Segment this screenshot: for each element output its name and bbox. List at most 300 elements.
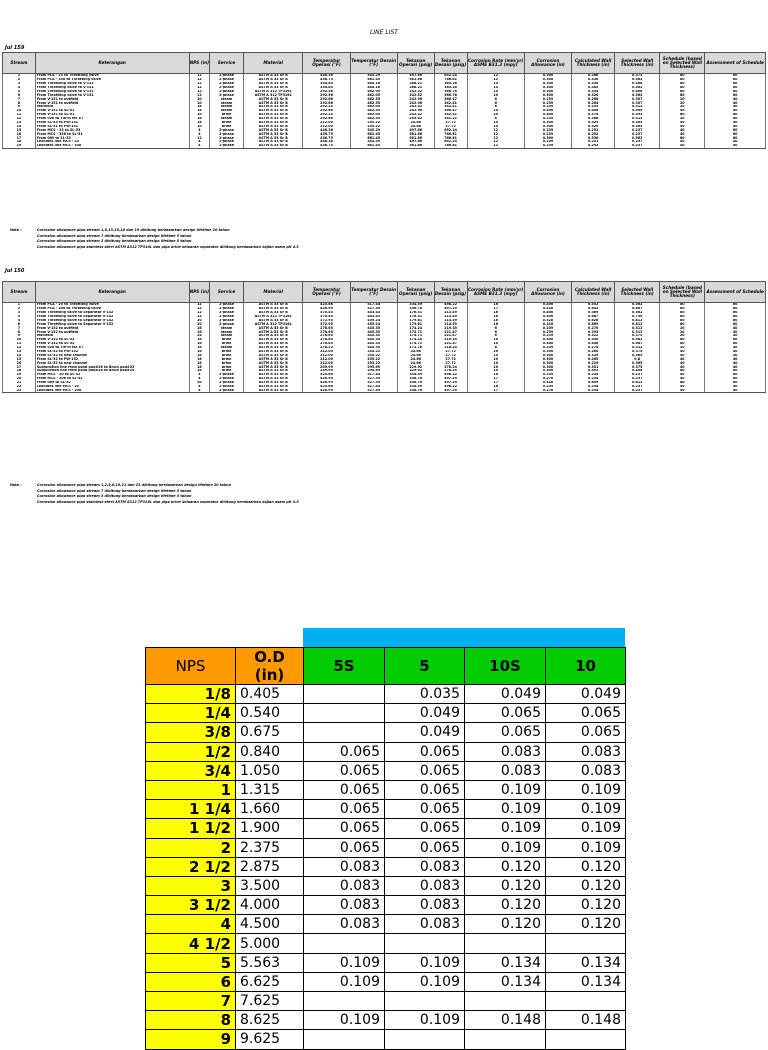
table-cell: 0.239 xyxy=(524,117,571,121)
schedule-cell: 9.625 xyxy=(236,1030,304,1049)
table-cell: 255.22 xyxy=(350,125,397,129)
table-cell: Subjunction line from pond pad#26 to Bruin pad#25 xyxy=(35,365,189,369)
note-text: Corrosion allowance pipa stream 3 dihitung berdasarkan design lifetime 5 tahun xyxy=(37,239,192,244)
table-cell: 0.268 xyxy=(572,97,615,101)
table-cell: 0.536 xyxy=(572,78,615,82)
table-cell: From Throttling valve to V-151 xyxy=(35,82,189,86)
table-cell: 295.69 xyxy=(350,369,397,373)
table-cell: 459.24 xyxy=(350,319,397,323)
table-cell: 342.41 xyxy=(434,113,467,117)
table-cell: 9 xyxy=(3,105,36,109)
table-cell: 4 xyxy=(189,132,210,136)
table-cell: 0.562 xyxy=(615,86,660,90)
schedule-row xyxy=(146,800,626,819)
table-cell: 545.29 xyxy=(350,140,397,144)
table-cell: steam xyxy=(210,105,244,109)
schedule-cell: 0.120 xyxy=(546,896,626,915)
table-cell: 80 xyxy=(660,82,705,86)
table-cell: brine xyxy=(210,125,244,129)
column-header: Tekanan Desain (psig) xyxy=(434,53,467,74)
table-cell: 443.43 xyxy=(350,315,397,319)
table-cell: 497.29 xyxy=(434,377,467,381)
table-cell: ASTM A 53 Gr B xyxy=(243,338,302,342)
table-cell: 40 xyxy=(660,140,705,144)
schedule-column-header: O.D (in) xyxy=(236,648,304,685)
table-cell: 2-phase xyxy=(210,140,244,144)
table-cell: 661.45 xyxy=(350,78,397,82)
table-cell: 0.300 xyxy=(524,74,571,78)
table-cell: 517.59 xyxy=(350,389,397,393)
table-cell: 0.574 xyxy=(572,113,615,117)
table-cell: 40 xyxy=(660,389,705,393)
schedule-cell: 5.563 xyxy=(236,953,304,972)
schedule-cell: 0.405 xyxy=(236,685,304,704)
column-header: Calculated Wall Thickness (in) xyxy=(572,53,615,74)
table-cell: 80 xyxy=(660,113,705,117)
table-cell: 22 xyxy=(3,385,36,389)
table-cell: 561.66 xyxy=(397,144,434,148)
table-cell: 0.234 xyxy=(572,385,615,389)
table-cell: brine xyxy=(210,342,244,346)
table-cell: 40 xyxy=(705,350,766,354)
table-cell: 2-phase xyxy=(210,128,244,132)
table-cell: 10 xyxy=(467,354,524,358)
table-cell: From Throttling valve to Separator V-152 xyxy=(35,319,189,323)
table-cell: 462.05 xyxy=(350,93,397,97)
table-cell: 0.300 xyxy=(524,90,571,94)
nps-cell: 6 xyxy=(146,972,236,991)
table-cell: 0.562 xyxy=(615,93,660,97)
table-cell: 80 xyxy=(705,78,766,82)
column-header: Keterangan xyxy=(35,53,189,74)
table-cell: 0.334 xyxy=(572,90,615,94)
table-cell: 80 xyxy=(705,128,766,132)
table-cell: 497.29 xyxy=(434,389,467,393)
column-header: Temperatur Desain (°F) xyxy=(350,282,397,303)
table-cell: 7 xyxy=(3,97,36,101)
table-cell: 10 xyxy=(467,121,524,125)
table-cell: 0.400 xyxy=(524,315,571,319)
section-label-jul-159: Jul 159 xyxy=(5,45,25,51)
schedule-cell: 5.000 xyxy=(236,934,304,953)
table-cell: ASTM A 312 TP316L xyxy=(243,315,302,319)
table-cell: From MCS - 23 to SL-53 xyxy=(35,128,189,132)
column-header: Temperatur Operasi (°F) xyxy=(303,53,350,74)
table-cell: 6 xyxy=(467,326,524,330)
table-cell: 561.66 xyxy=(397,136,434,140)
table-cell: 11 xyxy=(3,342,36,346)
table-cell: 40 xyxy=(705,330,766,334)
table-cell: 2-phase xyxy=(210,319,244,323)
table-cell: 16 xyxy=(189,338,210,342)
schedule-cell xyxy=(546,992,626,1011)
table-cell: 20 xyxy=(660,97,705,101)
table-cell: 426.99 xyxy=(303,307,350,311)
table-cell: 545.29 xyxy=(350,128,397,132)
table-cell: 0.750 xyxy=(615,315,660,319)
table-cell: 13 xyxy=(3,350,36,354)
nps-cell: 9 xyxy=(146,1030,236,1049)
table-cell: 426.99 xyxy=(303,377,350,381)
table-cell: 12 xyxy=(189,90,210,94)
schedule-cell: 4.500 xyxy=(236,915,304,934)
table-cell: 0.239 xyxy=(524,346,571,350)
table-cell: ASTM A 53 Gr B xyxy=(243,350,302,354)
table-row xyxy=(3,144,766,148)
table-cell: brine xyxy=(210,350,244,354)
column-header: Assessment of Schedule xyxy=(705,53,766,74)
schedule-cell: 0.134 xyxy=(546,953,626,972)
table-cell: brine xyxy=(210,369,244,373)
table-cell: 10 xyxy=(467,350,524,354)
table-cell: 517.44 xyxy=(350,373,397,377)
table-cell: From V-151 to outfield xyxy=(35,97,189,101)
table-cell: 292.66 xyxy=(303,101,350,105)
table-cell: steam xyxy=(210,334,244,338)
table-cell: ASTM A 53 Gr B xyxy=(243,354,302,358)
table-cell: 661.45 xyxy=(350,136,397,140)
table-cell: 213.49 xyxy=(434,311,467,315)
table-cell: 242.52 xyxy=(397,105,434,109)
table-cell: 336.78 xyxy=(397,377,434,381)
table-cell: 0.229 xyxy=(572,361,615,365)
schedule-cell: 0.840 xyxy=(236,742,304,761)
table-cell: 0.278 xyxy=(572,346,615,350)
table-cell: 0.312 xyxy=(615,346,660,350)
schedule-cell xyxy=(304,685,385,704)
table-cell: 16 xyxy=(189,326,210,330)
table-cell: 16 xyxy=(467,385,524,389)
table-cell: 0.237 xyxy=(615,128,660,132)
schedule-row xyxy=(146,992,626,1011)
document-title: LINE LIST xyxy=(370,29,398,36)
table-cell: 0.338 xyxy=(572,82,615,86)
table-cell: 10 xyxy=(467,338,524,342)
table-cell: 212.00 xyxy=(303,361,350,365)
schedule-cell: 0.083 xyxy=(304,876,385,895)
schedule-cell: 0.083 xyxy=(385,896,465,915)
table-cell: ASTM A 53 Gr B xyxy=(243,303,302,307)
table-cell: 80 xyxy=(705,307,766,311)
table-cell: 174.71 xyxy=(397,342,434,346)
table-cell: brine xyxy=(210,354,244,358)
table-cell: 370.43 xyxy=(303,315,350,319)
table-cell: 17 xyxy=(467,307,524,311)
note-text: Corrosion allowance pipa stainless steel ASTM A312 TP316L dan pipa brine keluaran separator dihitung berdasarkan kajian asam pH 4.5 xyxy=(37,244,299,249)
table-cell: 24 xyxy=(189,334,210,338)
table-cell: 561.66 xyxy=(397,78,434,82)
table-cell: 40 xyxy=(660,350,705,354)
schedule-cell: 2.875 xyxy=(236,857,304,876)
schedule-cell: 0.120 xyxy=(546,857,626,876)
schedule-cell: 0.083 xyxy=(304,915,385,934)
table-cell: 0.239 xyxy=(524,97,571,101)
table-cell: 464.16 xyxy=(350,82,397,86)
table-cell: 0.237 xyxy=(615,373,660,377)
schedule-cell: 0.148 xyxy=(546,1011,626,1030)
table-cell: 497.66 xyxy=(397,140,434,144)
table-cell: 6 xyxy=(467,101,524,105)
table-cell: 12 xyxy=(189,315,210,319)
table-cell: 221.47 xyxy=(434,342,467,346)
table-cell: 6 xyxy=(467,105,524,109)
table-cell: 4 xyxy=(189,144,210,148)
table-cell: 80 xyxy=(705,311,766,315)
schedule-cell xyxy=(465,934,546,953)
table-cell: 0.307 xyxy=(615,97,660,101)
schedule-cell: 0.049 xyxy=(546,685,626,704)
table-cell: 334.59 xyxy=(397,303,434,307)
table-cell: 80 xyxy=(705,90,766,94)
table-cell: 80 xyxy=(705,74,766,78)
table-cell: 24.66 xyxy=(397,357,434,361)
table-cell: 0.237 xyxy=(615,140,660,144)
table-cell: 3 xyxy=(3,311,36,315)
table-cell: 10 xyxy=(467,369,524,373)
table-cell: 365.28 xyxy=(434,82,467,86)
table-cell: 370.43 xyxy=(303,311,350,315)
table-cell: 20 xyxy=(660,346,705,350)
table-cell: 446.36 xyxy=(303,74,350,78)
table-cell: 174.24 xyxy=(397,338,434,342)
table-cell: 20 xyxy=(660,117,705,121)
table-cell: 229.92 xyxy=(397,369,434,373)
table-cell: 40 xyxy=(705,105,766,109)
table-cell: 0.237 xyxy=(615,389,660,393)
table-cell: 10 xyxy=(3,109,36,113)
schedule-cell: 0.065 xyxy=(304,838,385,857)
table-cell: 80 xyxy=(660,381,705,385)
schedule-row xyxy=(146,685,626,704)
table-cell: 0.239 xyxy=(524,105,571,109)
table-cell: 20 xyxy=(189,381,210,385)
table-cell: 80 xyxy=(705,86,766,90)
table-cell: 27.72 xyxy=(434,354,467,358)
schedule-column-header: 10 xyxy=(546,648,626,685)
table-cell: 2-phase xyxy=(210,74,244,78)
schedule-cell: 7.625 xyxy=(236,992,304,1011)
table-cell: 4 xyxy=(189,140,210,144)
table-cell: 17 xyxy=(467,377,524,381)
table-cell: 40 xyxy=(660,354,705,358)
table-cell: 12 xyxy=(3,117,36,121)
table-cell: 16 xyxy=(189,350,210,354)
table-cell: 4 xyxy=(3,315,36,319)
table-cell: From PCA - 20 to Throttling valve xyxy=(35,303,189,307)
nps-cell: 3 xyxy=(146,876,236,895)
table-cell: 0.400 xyxy=(524,311,571,315)
table-cell: 0.687 xyxy=(615,342,660,346)
table-cell: 652.24 xyxy=(434,128,467,132)
table-cell: 40 xyxy=(660,365,705,369)
table-cell: 212.00 xyxy=(303,354,350,358)
schedule-cell: 0.083 xyxy=(546,761,626,780)
table-cell: ASTM A 53 Gr B xyxy=(243,342,302,346)
schedule-row xyxy=(146,1030,626,1049)
schedule-cell: 0.120 xyxy=(465,915,546,934)
table-cell: 365.28 xyxy=(434,86,467,90)
table-cell: 0.669 xyxy=(572,322,615,326)
table-cell: From PCA - 23 to Throttling valve xyxy=(35,74,189,78)
table-cell: 436.75 xyxy=(303,144,350,148)
table-cell: steam xyxy=(210,346,244,350)
table-cell: ASTM A 53 Gr B xyxy=(243,125,302,129)
schedule-cell: 0.109 xyxy=(385,972,465,991)
table-cell: 80 xyxy=(705,319,766,323)
table-cell: 80 xyxy=(660,303,705,307)
table-cell: 80 xyxy=(660,136,705,140)
schedule-cell: 0.109 xyxy=(385,953,465,972)
schedule-cell: 1.050 xyxy=(236,761,304,780)
schedule-cell: 0.065 xyxy=(385,819,465,838)
table-cell: 0.260 xyxy=(572,350,615,354)
table-cell: 18 xyxy=(3,369,36,373)
table-cell: From V-152 to outfield xyxy=(35,330,189,334)
table-cell: 179.61 xyxy=(397,322,434,326)
table-cell: 40 xyxy=(705,117,766,121)
table-cell: From PCA - 206 to Throttling valve xyxy=(35,307,189,311)
table-cell: 242.96 xyxy=(397,109,434,113)
table-cell: 0.300 xyxy=(524,78,571,82)
table-cell: 0.329 xyxy=(572,121,615,125)
table-cell: 5 xyxy=(3,90,36,94)
table-cell: From Throttling valve to V-151 xyxy=(35,86,189,90)
table-cell: 2-phase xyxy=(210,307,244,311)
table-cell: 0.365 xyxy=(615,125,660,129)
schedule-row xyxy=(146,857,626,876)
table-cell: 0.300 xyxy=(524,361,571,365)
schedule-row xyxy=(146,972,626,991)
schedule-cell: 0.109 xyxy=(304,972,385,991)
note-label: Note : xyxy=(10,483,22,487)
table-cell: 80 xyxy=(660,322,705,326)
table-cell: 16 xyxy=(189,330,210,334)
table-cell: 219.35 xyxy=(434,338,467,342)
nps-cell: 4 1/2 xyxy=(146,934,236,953)
table-cell: 0.293 xyxy=(572,330,615,334)
table-cell: From SL-51 to PW-151 xyxy=(35,125,189,129)
table-cell: ASTM A 53 Gr B xyxy=(243,369,302,373)
table-cell: 0.500 xyxy=(615,109,660,113)
table-cell: 15 xyxy=(3,128,36,132)
table-cell: 517.59 xyxy=(350,307,397,311)
table-cell: 0.562 xyxy=(615,303,660,307)
table-cell: ASTM A 53 Gr B xyxy=(243,144,302,148)
table-cell: From SL-53 to PW-151 xyxy=(35,121,189,125)
table-cell: 366.76 xyxy=(434,90,467,94)
table-cell: 0.234 xyxy=(572,373,615,377)
table-cell: 0.416 xyxy=(524,322,571,326)
table-cell: 292.66 xyxy=(303,109,350,113)
table-cell: 219.35 xyxy=(434,326,467,330)
schedule-row xyxy=(146,704,626,723)
table-cell: 214.59 xyxy=(434,319,467,323)
table-cell: 12 xyxy=(189,307,210,311)
table-cell: 0.416 xyxy=(524,307,571,311)
table-cell: From Throttling valve to V-151 xyxy=(35,90,189,94)
column-header: Corrosion Allowance (in) xyxy=(524,282,571,303)
table-cell: ASTM A 53 Gr B xyxy=(243,385,302,389)
table-cell: 0.416 xyxy=(524,319,571,323)
schedule-cell: 0.109 xyxy=(546,819,626,838)
nps-cell: 3/8 xyxy=(146,723,236,742)
table-cell: 80 xyxy=(660,319,705,323)
column-header: Corrosion Rate (mm/yr) ASME B31.3 (mpy) xyxy=(467,282,524,303)
table-cell: 27.72 xyxy=(434,121,467,125)
column-header: Stream xyxy=(3,282,36,303)
table-cell: 0.300 xyxy=(524,357,571,361)
table-cell: 0.365 xyxy=(615,121,660,125)
table-cell: 425.66 xyxy=(303,385,350,389)
table-cell: 0.278 xyxy=(524,389,571,393)
table-cell: 14 xyxy=(467,82,524,86)
table-cell: 6 xyxy=(467,346,524,350)
table-cell: steam xyxy=(210,109,244,113)
schedule-cell: 2.375 xyxy=(236,838,304,857)
table-cell: 0.375 xyxy=(615,350,660,354)
table-cell: ASTM A 53 Gr B xyxy=(243,365,302,369)
table-cell: 212.00 xyxy=(303,125,350,129)
schedule-cell: 0.109 xyxy=(304,1011,385,1030)
table-cell: 0.550 xyxy=(572,338,615,342)
table-cell: 462.05 xyxy=(350,113,397,117)
table-cell: steam xyxy=(210,101,244,105)
table-cell: 1 xyxy=(3,303,36,307)
table-cell: 0.300 xyxy=(524,354,571,358)
table-cell: 445.35 xyxy=(350,326,397,330)
table-cell: 12 xyxy=(467,74,524,78)
schedule-row xyxy=(146,761,626,780)
table-cell: 2-phase xyxy=(210,93,244,97)
table-cell: 0.286 xyxy=(572,74,615,78)
column-header: Material xyxy=(243,282,302,303)
column-header: Stream xyxy=(3,53,36,74)
schedule-cell: 0.065 xyxy=(546,704,626,723)
schedule-cell: 1.660 xyxy=(236,800,304,819)
table-cell: 255.22 xyxy=(350,350,397,354)
table-cell: 0.562 xyxy=(615,78,660,82)
table-cell: steam xyxy=(210,326,244,330)
table-cell: 0.400 xyxy=(524,338,571,342)
schedule-cell: 0.148 xyxy=(465,1011,546,1030)
schedule-cell: 0.675 xyxy=(236,723,304,742)
table-cell: 40 xyxy=(705,365,766,369)
table-cell: 20 xyxy=(3,377,36,381)
nps-cell: 1/8 xyxy=(146,685,236,704)
table-cell: From V-151 to SL-51 xyxy=(35,113,189,117)
table-cell: Leonides line MCS - 336 xyxy=(35,144,189,148)
table-cell: 0.300 xyxy=(524,369,571,373)
schedule-cell: 0.109 xyxy=(546,780,626,799)
schedule-cell: 0.065 xyxy=(385,761,465,780)
table-cell: 9 xyxy=(3,334,36,338)
note-line xyxy=(10,499,299,506)
table-cell: 354.85 xyxy=(303,82,350,86)
table-cell: 372.95 xyxy=(303,319,350,323)
nps-cell: 5 xyxy=(146,953,236,972)
table-cell: 462.55 xyxy=(350,117,397,121)
nps-cell: 1/2 xyxy=(146,742,236,761)
schedule-row xyxy=(146,896,626,915)
table-cell: 40 xyxy=(660,144,705,148)
nps-cell: 2 xyxy=(146,838,236,857)
table-cell: 0.552 xyxy=(572,303,615,307)
schedule-row xyxy=(146,819,626,838)
table-cell: 4 xyxy=(189,377,210,381)
column-header: Keterangan xyxy=(35,282,189,303)
schedule-cell xyxy=(304,934,385,953)
table-cell: 60 xyxy=(660,74,705,78)
